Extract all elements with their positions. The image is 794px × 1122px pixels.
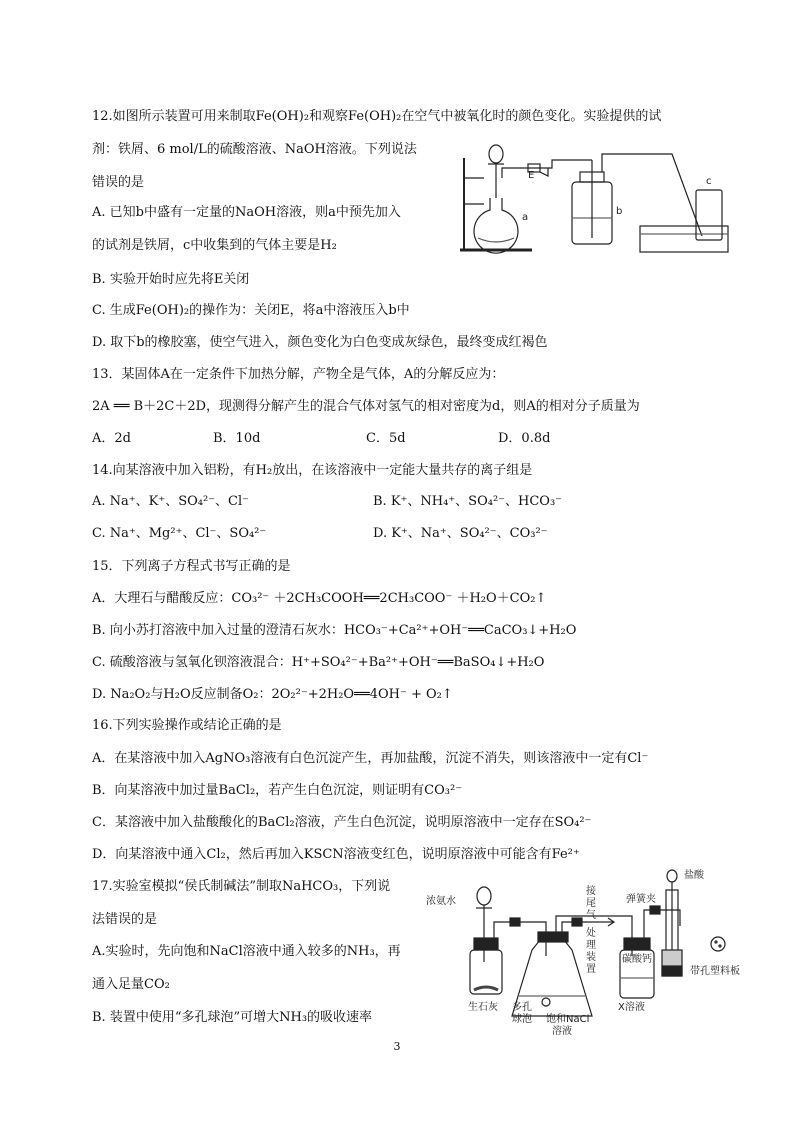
q16-option-a: A．在某溶液中加入AgNO₃溶液有白色沉淀产生，再加盐酸，沉淀不消失，则该溶液中一定有Cl⁻	[92, 751, 649, 766]
q17-option-b: B. 装置中使用“多孔球泡”可增大NH₃的吸收速率	[92, 1010, 373, 1025]
q17-stem-line1: 17.实验室模拟“侯氏制碱法”制取NaHCO₃，下列说	[92, 879, 391, 894]
q17-label-tail-2: 尾	[586, 898, 596, 909]
q12-option-b: B. 实验开始时应先将E关闭	[92, 272, 250, 287]
q17-label-tail-4: 处	[586, 928, 596, 939]
q17-label-hydrochloric-acid: 盐酸	[684, 870, 704, 881]
q12-stem-line3: 错误的是	[92, 175, 145, 190]
q12-option-d: D. 取下b的橡胶塞，使空气进入，颜色变化为白色变成灰绿色，最终变成红褐色	[92, 335, 548, 350]
q16-option-d: D．向某溶液中通入Cl₂，然后再加入KSCN溶液变红色，说明原溶液中可能含有Fe²⁺	[92, 847, 580, 862]
q12-label-e: E	[528, 170, 535, 181]
q17-label-tail-3: 气	[586, 910, 596, 921]
q15-stem: 15．下列离子方程式书写正确的是	[92, 559, 291, 574]
q15-option-b: B. 向小苏打溶液中加入过量的澄清石灰水：HCO₃⁻+Ca²⁺+OH⁻══CaCO₃↓+H₂O	[92, 623, 577, 638]
q16-stem: 16.下列实验操作或结论正确的是	[92, 718, 282, 733]
q12-label-b: b	[616, 206, 623, 217]
q17-label-nacl-2: 溶液	[552, 1026, 572, 1036]
q15-option-d: D. Na₂O₂与H₂O反应制备O₂：2O₂²⁻+2H₂O══4OH⁻ + O₂↑	[92, 687, 453, 702]
q17-label-x-solution: X溶液	[618, 1002, 645, 1013]
q13-option-d: D．0.8d	[498, 431, 551, 446]
q14-option-b: B. K⁺、NH₄⁺、SO₄²⁻、HCO₃⁻	[373, 494, 563, 509]
q13-stem-line2: 2A ══ B＋2C＋2D，现测得分解产生的混合气体对氢气的相对密度为d，则A的相对分子质量为	[92, 399, 640, 414]
q12-stem-line2: 剂：铁屑、6 mol/L的硫酸溶液、NaOH溶液。下列说法	[92, 142, 417, 157]
q13-option-c: C．5d	[366, 431, 406, 446]
q17-label-bubbler-1: 多孔	[512, 1002, 532, 1013]
q12-apparatus-figure	[452, 138, 734, 260]
q14-option-a: A. Na⁺、K⁺、SO₄²⁻、Cl⁻	[92, 494, 250, 509]
q14-option-c: C. Na⁺、Mg²⁺、Cl⁻、SO₄²⁻	[92, 526, 267, 541]
q14-option-d: D. K⁺、Na⁺、SO₄²⁻、CO₃²⁻	[373, 526, 548, 541]
q17-label-spring-clamp: 弹簧夹	[626, 894, 656, 905]
q12-option-a-line2: 的试剂是铁屑，c中收集到的气体主要是H₂	[92, 238, 337, 253]
q17-option-a-line1: A.实验时，先向饱和NaCl溶液中通入较多的NH₃，再	[92, 944, 401, 959]
q17-label-nacl-1: 饱和NaCl	[546, 1014, 590, 1025]
q12-label-a: a	[522, 212, 529, 223]
page-number: 3	[393, 1040, 401, 1053]
q13-option-b: B．10d	[213, 431, 261, 446]
q17-apparatus-figure	[422, 866, 770, 1036]
q12-option-c: C. 生成Fe(OH)₂的操作为：关闭E，将a中溶液压入b中	[92, 303, 410, 318]
q17-label-calcium-carbonate: 碳酸钙	[622, 954, 652, 965]
q17-label-bubbler-2: 球泡	[512, 1014, 532, 1025]
q12-option-a-line1: A. 已知b中盛有一定量的NaOH溶液，则a中预先加入	[92, 205, 401, 220]
q13-stem-line1: 13．某固体A在一定条件下加热分解，产物全是气体，A的分解反应为：	[92, 367, 505, 382]
q17-label-tail-6: 装	[586, 952, 596, 963]
q16-option-b: B．向某溶液中加过量BaCl₂，若产生白色沉淀，则证明有CO₃²⁻	[92, 783, 463, 798]
q17-label-tail-1: 接	[586, 886, 596, 897]
q12-label-c: c	[706, 176, 712, 187]
q17-label-perforated-plate: 带孔塑料板	[690, 966, 740, 977]
q17-label-tail-7: 置	[586, 964, 596, 975]
q17-label-quicklime: 生石灰	[468, 1002, 498, 1013]
q15-option-c: C. 硫酸溶液与氢氧化钡溶液混合：H⁺+SO₄²⁻+Ba²⁺+OH⁻══BaSO₄↓+H₂O	[92, 655, 545, 670]
q14-stem: 14.向某溶液中加入铝粉，有H₂放出，在该溶液中一定能大量共存的离子组是	[92, 463, 533, 478]
q13-option-a: A．2d	[92, 431, 131, 446]
q16-option-c: C．某溶液中加入盐酸酸化的BaCl₂溶液，产生白色沉淀，说明原溶液中一定存在SO₄²⁻	[92, 815, 592, 830]
q15-option-a: A．大理石与醋酸反应：CO₃²⁻ ＋2CH₃COOH══2CH₃COO⁻ ＋H₂O＋CO₂↑	[92, 591, 547, 606]
q17-stem-line2: 法错误的是	[92, 912, 158, 927]
q17-label-tail-5: 理	[586, 940, 596, 951]
q17-option-a-line2: 通入足量CO₂	[92, 977, 170, 992]
q17-label-ammonia-water: 浓氨水	[426, 896, 456, 907]
q12-stem-line1: 12.如图所示装置可用来制取Fe(OH)₂和观察Fe(OH)₂在空气中被氧化时的颜色变化。实验提供的试	[92, 109, 662, 124]
